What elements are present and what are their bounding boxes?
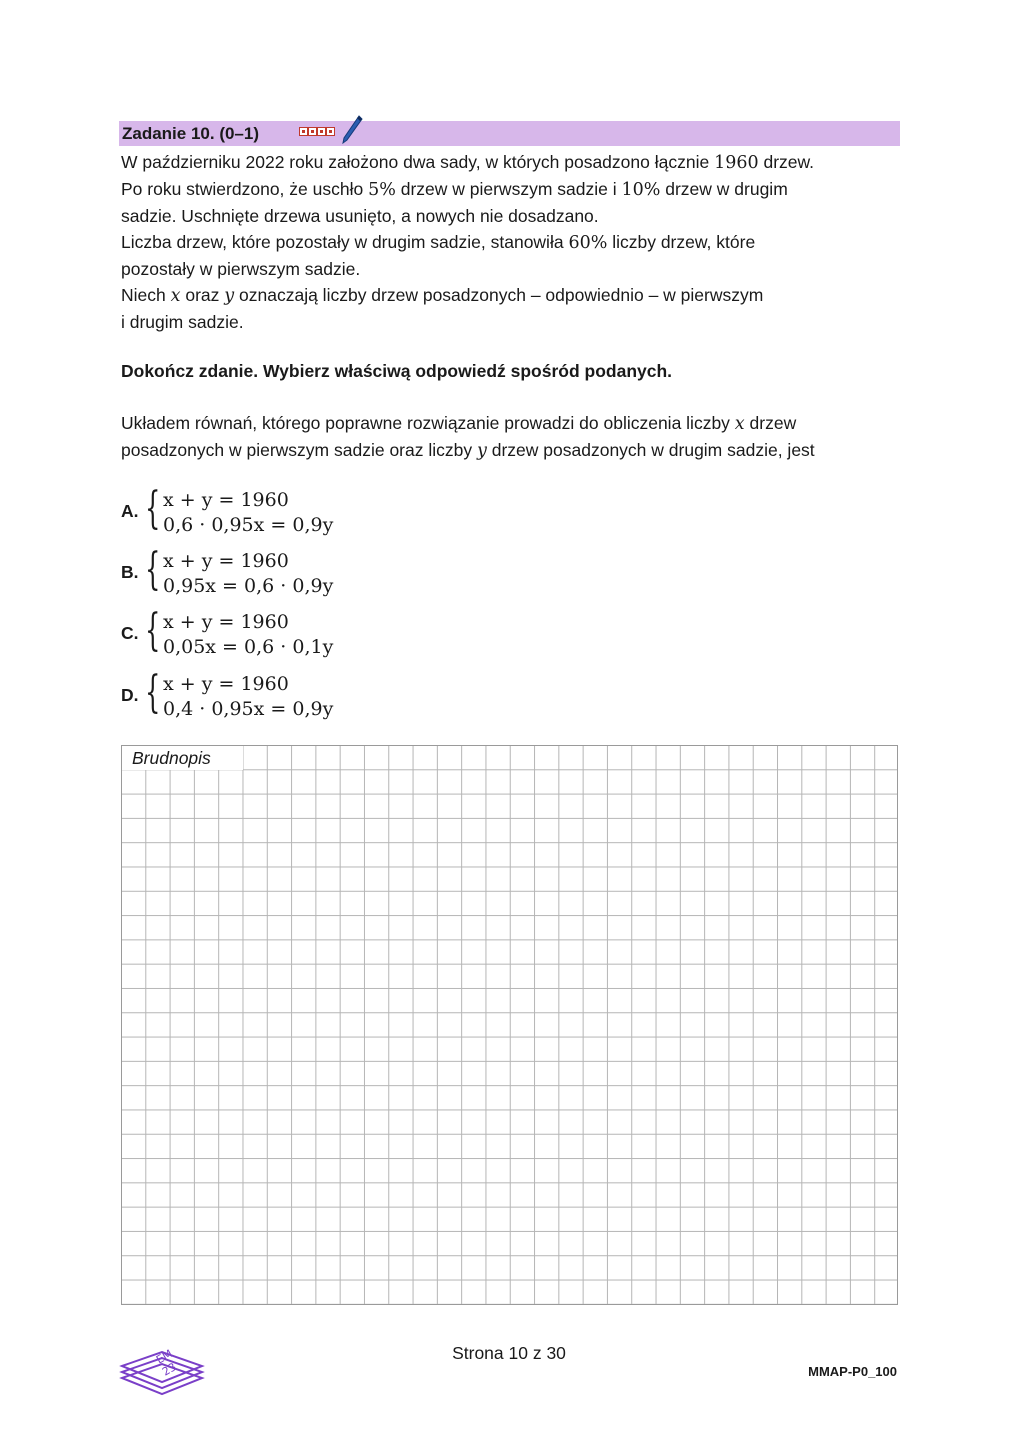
option-letter: B. xyxy=(121,562,139,582)
equation-1: x + y = 1960 xyxy=(163,673,289,695)
task-text-line-6: Niech x oraz y oznaczają liczby drzew posadzonych – odpowiednio – w pierwszym xyxy=(121,285,764,306)
checkbox-icon xyxy=(308,127,317,136)
task-title: Zadanie 10. (0–1) xyxy=(122,124,260,143)
checkbox-icon xyxy=(326,127,335,136)
checkbox-icon xyxy=(299,127,308,136)
equation-1: x + y = 1960 xyxy=(163,611,289,633)
brace-icon: { xyxy=(145,667,161,718)
svg-text:23: 23 xyxy=(160,1360,179,1379)
scratch-label: Brudnopis xyxy=(132,748,211,768)
equation-2: 0,95x = 0,6 · 0,9y xyxy=(163,575,334,597)
task-text-line-2: Po roku stwierdzono, że uschło 5% drzew w pierwszym sadzie i 10% drzew w drugim xyxy=(121,179,788,200)
equation-2: 0,6 · 0,95x = 0,9y xyxy=(163,514,334,536)
brace-icon: { xyxy=(145,544,161,595)
task-header xyxy=(119,121,900,146)
pen-icon xyxy=(341,114,363,146)
page-number: Strona 10 z 30 xyxy=(452,1343,566,1363)
option-letter: D. xyxy=(121,685,139,705)
equation-2: 0,05x = 0,6 · 0,1y xyxy=(163,636,334,658)
task-text-line-7: i drugim sadzie. xyxy=(121,312,244,332)
question-line-1: Układem równań, którego poprawne rozwiązanie prowadzi do obliczenia liczby x drzew xyxy=(121,413,797,434)
option-letter: C. xyxy=(121,623,139,643)
option-letter: A. xyxy=(121,501,139,521)
instruction: Dokończ zdanie. Wybierz właściwą odpowiedź spośród podanych. xyxy=(121,361,673,381)
document-code: MMAP-P0_100 xyxy=(808,1364,897,1379)
svg-text:EM: EM xyxy=(154,1347,175,1367)
task-boxes xyxy=(299,127,335,136)
question-line-2: posadzonych w pierwszym sadzie oraz liczby y drzew posadzonych w drugim sadzie, jest xyxy=(121,440,815,461)
scratch-grid[interactable] xyxy=(121,745,898,1305)
equation-1: x + y = 1960 xyxy=(163,489,289,511)
task-text-line-4: Liczba drzew, które pozostały w drugim sadzie, stanowiła 60% liczby drzew, które xyxy=(121,232,756,253)
task-text-line-3: sadzie. Uschnięte drzewa usunięto, a nowych nie dosadzano. xyxy=(121,206,599,226)
checkbox-icon xyxy=(317,127,326,136)
task-text-line-1: W październiku 2022 roku założono dwa sady, w których posadzono łącznie 1960 drzew. xyxy=(121,152,815,173)
equation-2: 0,4 · 0,95x = 0,9y xyxy=(163,698,334,720)
brace-icon: { xyxy=(145,483,161,534)
equation-1: x + y = 1960 xyxy=(163,550,289,572)
task-text-line-5: pozostały w pierwszym sadzie. xyxy=(121,259,361,279)
brace-icon: { xyxy=(145,605,161,656)
